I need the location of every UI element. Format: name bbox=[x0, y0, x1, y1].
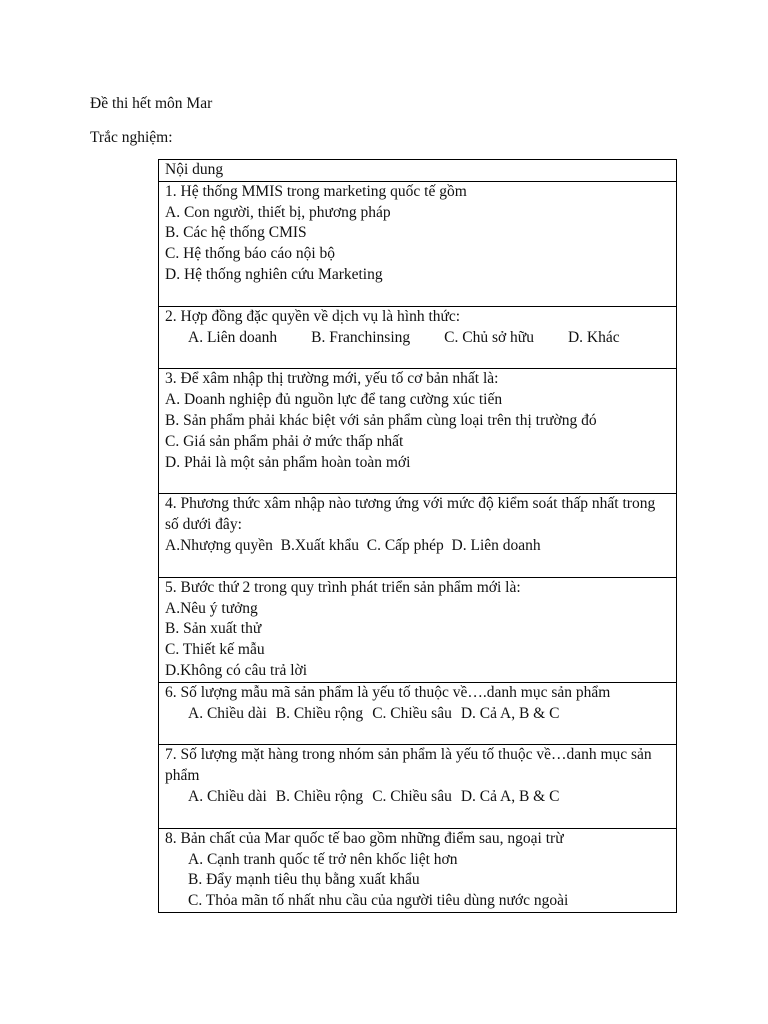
option-c: C. Thỏa mãn tố nhất nhu cầu của người tiêu dùng nước ngoài bbox=[188, 892, 569, 910]
option-d: D. Cả A, B & C bbox=[460, 787, 560, 805]
table-header-row bbox=[159, 160, 677, 182]
table-header-cell bbox=[159, 160, 677, 182]
question-text: 2. Hợp đồng đặc quyền về dịch vụ là hình thức: bbox=[165, 307, 461, 325]
question-text: 1. Hệ thống MMIS trong marketing quốc tế gồm bbox=[165, 182, 467, 200]
question-text: 4. Phương thức xâm nhập nào tương ứng với mức độ kiểm soát thấp nhất trong số dưới đây: bbox=[165, 495, 656, 534]
section-label: Trắc nghiệm: bbox=[90, 129, 173, 146]
option-a: A. Liên doanh bbox=[188, 328, 278, 346]
cell-spacer bbox=[165, 808, 676, 828]
question-row bbox=[159, 306, 677, 369]
option-a: A.Nhượng quyền bbox=[165, 536, 273, 554]
option-a: A. Chiều dài bbox=[188, 704, 267, 722]
question-text: 8. Bản chất của Mar quốc tế bao gồm những điểm sau, ngoại trừ bbox=[165, 829, 564, 847]
option-a: A. Con người, thiết bị, phương pháp bbox=[165, 203, 391, 221]
question-cell bbox=[159, 306, 677, 369]
document-title: Đề thi hết môn Mar bbox=[90, 95, 213, 112]
options-row bbox=[165, 787, 676, 808]
option-d: D. Khác bbox=[567, 328, 620, 346]
option-c: C. Chủ sở hữu bbox=[444, 328, 534, 346]
question-text: 3. Để xâm nhập thị trường mới, yếu tố cơ bản nhất là: bbox=[165, 370, 499, 388]
table-header-label: Nội dung bbox=[165, 161, 224, 178]
option-a: A. Cạnh tranh quốc tế trở nên khốc liệt hơn bbox=[188, 850, 458, 868]
option-d: D. Cả A, B & C bbox=[460, 704, 560, 722]
option-d: D.Không có câu trả lời bbox=[165, 661, 308, 679]
question-text: 6. Số lượng mẫu mã sản phẩm là yếu tố thuộc về….danh mục sản phẩm bbox=[165, 683, 611, 701]
question-cell bbox=[159, 745, 677, 828]
options-row bbox=[165, 704, 676, 725]
option-a: A. Chiều dài bbox=[188, 787, 267, 805]
option-b: B. Các hệ thống CMIS bbox=[165, 224, 307, 242]
option-c: C. Giá sản phẩm phải ở mức thấp nhất bbox=[165, 432, 404, 450]
option-b: B. Sản phẩm phải khác biệt với sản phẩm cùng loại trên thị trường đó bbox=[165, 411, 597, 429]
cell-spacer bbox=[165, 286, 676, 306]
option-b: B. Franchinsing bbox=[311, 328, 411, 346]
option-c: C. Thiết kế mẫu bbox=[165, 641, 265, 659]
question-row bbox=[159, 494, 677, 577]
question-cell bbox=[159, 577, 677, 682]
option-c: C. Cấp phép bbox=[366, 536, 444, 554]
option-d: D. Liên doanh bbox=[451, 536, 541, 554]
question-cell bbox=[159, 181, 677, 306]
question-text: 5. Bước thứ 2 trong quy trình phát triển sản phẩm mới là: bbox=[165, 578, 521, 596]
quiz-table bbox=[158, 159, 677, 913]
question-cell bbox=[159, 682, 677, 745]
cell-spacer bbox=[165, 348, 676, 368]
question-row bbox=[159, 577, 677, 682]
option-b: B. Sản xuất thử bbox=[165, 620, 262, 638]
options-row bbox=[165, 328, 676, 349]
options-row bbox=[165, 536, 676, 557]
option-d: D. Phải là một sản phẩm hoàn toàn mới bbox=[165, 453, 411, 471]
option-b: B. Đẩy mạnh tiêu thụ bằng xuất khẩu bbox=[188, 871, 420, 889]
option-a: A. Doanh nghiệp đủ nguồn lực để tang cường xúc tiến bbox=[165, 391, 503, 409]
option-a: A.Nêu ý tưởng bbox=[165, 599, 258, 617]
option-c: C. Hệ thống báo cáo nội bộ bbox=[165, 245, 336, 263]
question-cell bbox=[159, 828, 677, 912]
question-cell bbox=[159, 369, 677, 494]
option-d: D. Hệ thống nghiên cứu Marketing bbox=[165, 265, 383, 283]
option-b: B.Xuất khẩu bbox=[280, 536, 359, 554]
question-row bbox=[159, 828, 677, 912]
cell-spacer bbox=[165, 557, 676, 577]
question-row bbox=[159, 181, 677, 306]
question-text: 7. Số lượng mặt hàng trong nhóm sản phẩm là yếu tố thuộc về…danh mục sản phẩm bbox=[165, 746, 652, 785]
question-row bbox=[159, 682, 677, 745]
question-cell bbox=[159, 494, 677, 577]
option-c: C. Chiều sâu bbox=[372, 787, 452, 805]
option-c: C. Chiều sâu bbox=[372, 704, 452, 722]
cell-spacer bbox=[165, 724, 676, 744]
option-b: B. Chiều rộng bbox=[275, 787, 364, 805]
option-b: B. Chiều rộng bbox=[275, 704, 364, 722]
cell-spacer bbox=[165, 473, 676, 493]
question-row bbox=[159, 745, 677, 828]
question-row bbox=[159, 369, 677, 494]
